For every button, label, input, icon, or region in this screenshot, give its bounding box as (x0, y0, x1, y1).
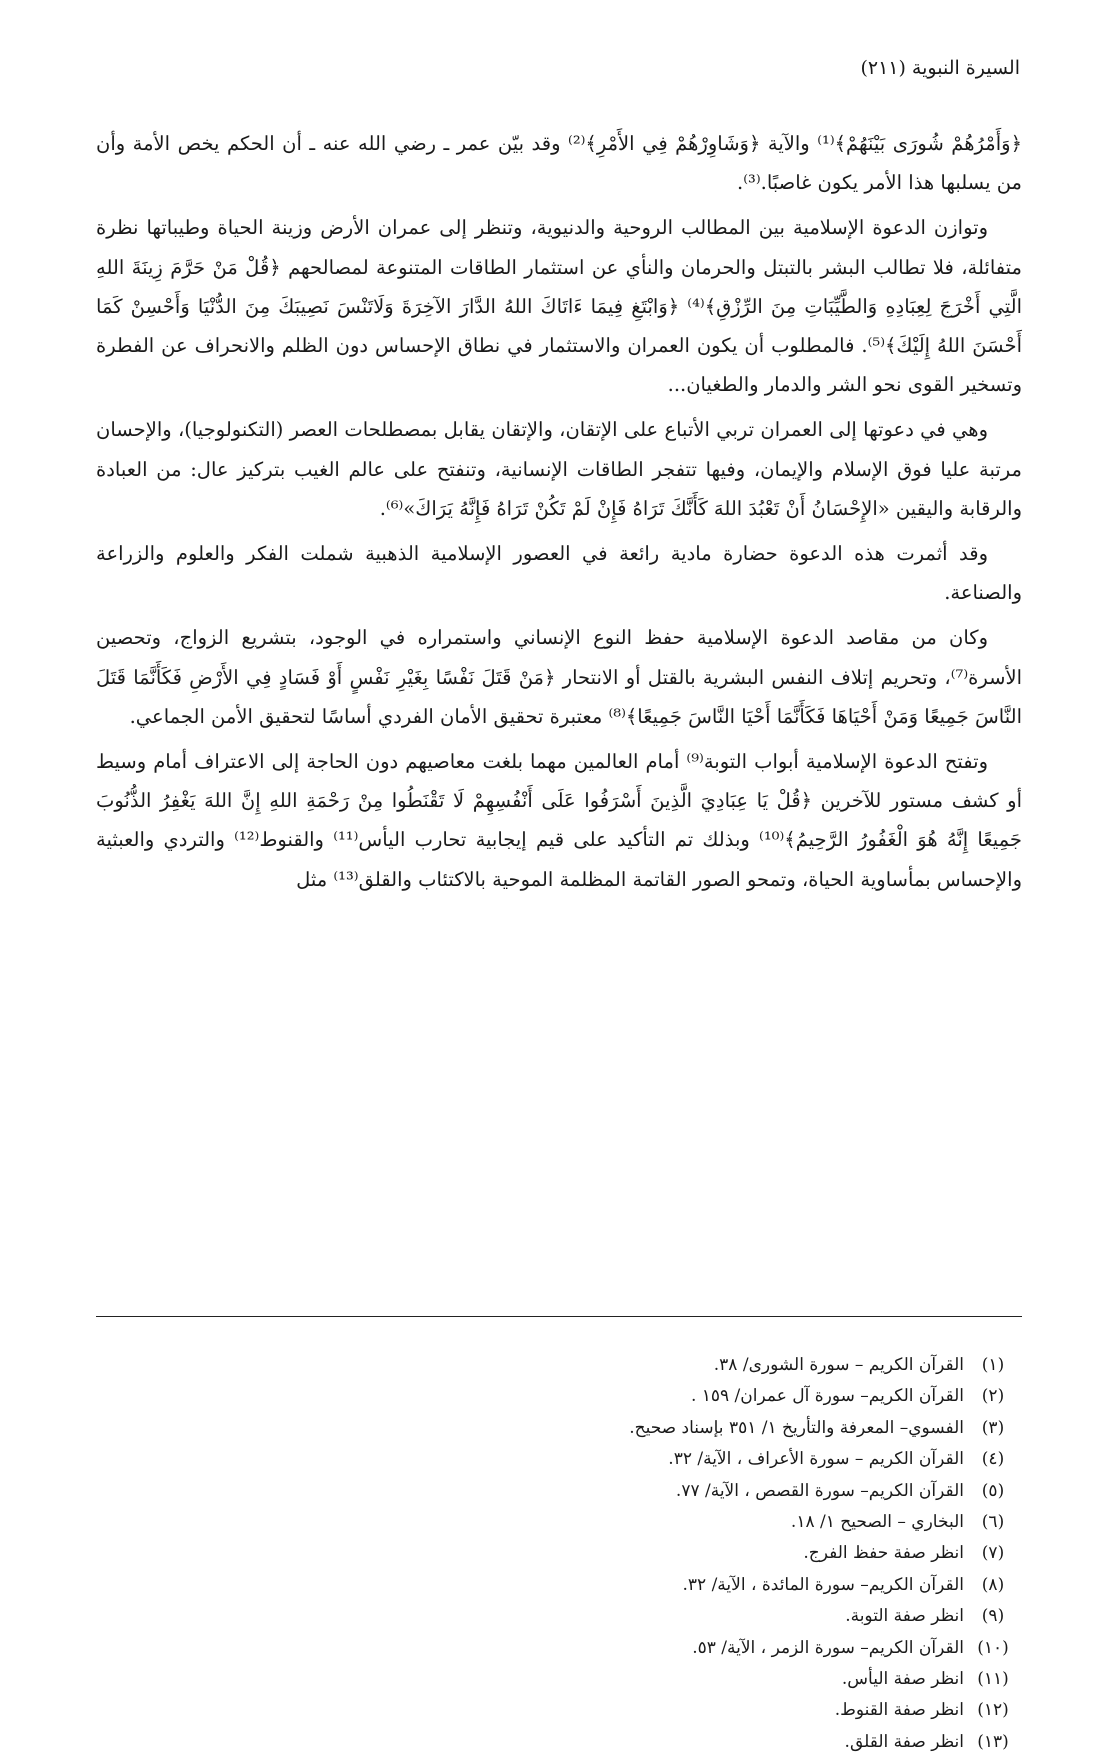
footnote-text: انظر صفة اليأس. (841, 1669, 964, 1690)
footnote-item (96, 1507, 1022, 1538)
main-text (96, 124, 1022, 899)
footnote-number: (١٢) (977, 1700, 1009, 1721)
paragraph-consultation: ﴿وَأَمْرُهُمْ شُورَى بَيْنَهُمْ﴾⁽¹⁾ والآية ﴿وَشَاوِرْهُمْ فِي الأَمْرِ﴾⁽²⁾ وقد بيّن عمر ـ رضي الله عنه ـ أن الحكم يخص الأمة وأن من يسلبها هذا الأمر يكون غاصبًا.⁽³⁾. (96, 132, 1023, 195)
paragraph-perfection: وهي في دعوتها إلى العمران تربي الأتباع على الإتقان، والإتقان يقابل بمصطلحات العصر (التكنولوجيا)، والإحسان مرتبة عليا فوق الإسلام والإيمان، وفيها تتفجر الطاقات الإنسانية، وتنفتح على عالم الغيب بتركيز عال: من العبادة والرقابة واليقين «الإِحْسَانُ أَنْ تَعْبُدَ اللهَ كَأَنَّكَ تَرَاهُ فَإِنْ لَمْ تَكُنْ تَرَاهُ فَإِنَّهُ يَرَاكَ»⁽⁶⁾. (96, 418, 1022, 520)
footnote-text: القرآن الكريم – سورة الشورى/ ٣٨. (713, 1355, 964, 1375)
running-header: السيرة النبوية (٢١١) (860, 57, 1020, 79)
footnote-item (96, 1570, 1022, 1601)
footnote-item (96, 1664, 1022, 1695)
footnote-text: القرآن الكريم– سورة القصص ، الآية/ ٧٧. (675, 1480, 964, 1501)
footnote-number: (٨) (981, 1574, 1005, 1595)
footnote-text: القرآن الكريم – سورة الأعراف ، الآية/ ٣٢. (668, 1449, 964, 1470)
footnote-item (96, 1381, 1022, 1412)
footnote-item (96, 1727, 1022, 1758)
footnote-text: القرآن الكريم– سورة المائدة ، الآية/ ٣٢. (682, 1574, 964, 1595)
footnote-number: (٧) (981, 1543, 1005, 1564)
footnote-number: (٢) (981, 1386, 1005, 1407)
footnote-item (96, 1601, 1022, 1632)
footnote-item (96, 1695, 1022, 1726)
footnote-item (96, 1413, 1022, 1444)
footnote-number: (٣) (981, 1417, 1005, 1438)
paragraph-balance: وتوازن الدعوة الإسلامية بين المطالب الروحية والدنيوية، وتنظر إلى عمران الأرض وزينة الحياة وطيباتها نظرة متفائلة، فلا تطالب البشر بالتبتل والحرمان والنأي عن استثمار الطاقات المتنوعة لمصالحهم ﴿قُلْ مَنْ حَرَّمَ زِينَةَ اللهِ الَّتِي أَخْرَجَ لِعِبَادِهِ وَالطَّيِّبَاتِ مِنَ الرِّزْقِ﴾⁽⁴⁾ ﴿وَابْتَغِ فِيمَا ءَاتَاكَ اللهُ الدَّارَ الآخِرَةَ وَلَاتَنْسَ نَصِيبَكَ مِنَ الدُّنْيَا وَأَحْسِنْ كَمَا أَحْسَنَ اللهُ إِلَيْكَ﴾⁽⁵⁾. فالمطلوب أن يكون العمران والاستثمار في نطاق الإحساس دون الظلم والانحراف عن الفطرة وتسخير القوى نحو الشر والدمار والطغيان... (96, 216, 1022, 397)
footnote-number: (١٠) (977, 1637, 1009, 1658)
footnote-number: (٤) (981, 1449, 1005, 1470)
footnote-divider (96, 1316, 1022, 1317)
footnote-number: (٦) (981, 1512, 1005, 1533)
footnote-item (96, 1538, 1022, 1569)
footnote-text: انظر صفة حفظ الفرج. (803, 1543, 964, 1564)
footnote-number: (٥) (981, 1480, 1005, 1501)
footnote-item (96, 1350, 1022, 1381)
footnote-text: انظر صفة التوبة. (845, 1606, 964, 1627)
footnotes-list (96, 1350, 1022, 1758)
footnote-number: (١) (981, 1355, 1005, 1375)
footnote-item (96, 1476, 1022, 1507)
footnote-text: البخاري – الصحيح ١/ ١٨. (790, 1512, 964, 1533)
footnote-item (96, 1633, 1022, 1664)
footnote-text: القرآن الكريم– سورة الزمر ، الآية/ ٥٣. (692, 1637, 964, 1658)
footnote-number: (١٣) (977, 1731, 1009, 1752)
footnote-item (96, 1444, 1022, 1475)
footnote-text: القرآن الكريم– سورة آل عمران/ ١٥٩ . (690, 1386, 964, 1407)
footnote-text: الفسوي– المعرفة والتأريخ ١/ ٣٥١ بإسناد صحيح. (629, 1417, 964, 1438)
paragraph-repentance: وتفتح الدعوة الإسلامية أبواب التوبة⁽⁹⁾ أمام العالمين مهما بلغت معاصيهم دون الحاجة إلى الاعتراف أمام وسيط أو كشف مستور للآخرين ﴿قُلْ يَا عِبَادِيَ الَّذِينَ أَسْرَفُوا عَلَى أَنْفُسِهِمْ لَا تَقْنَطُوا مِنْ رَحْمَةِ اللهِ إِنَّ اللهَ يَغْفِرُ الذُّنُوبَ جَمِيعًا إِنَّهُ هُوَ الْغَفُورُ الرَّحِيمُ﴾⁽¹⁰⁾ وبذلك تم التأكيد على قيم إيجابية تحارب اليأس⁽¹¹⁾ والقنوط⁽¹²⁾ والتردي والعبثية والإحساس بمأساوية الحياة، وتمحو الصور القاتمة المظلمة الموحية بالاكتئاب والقلق⁽¹³⁾ مثل (96, 750, 1022, 891)
footnote-number: (١١) (977, 1669, 1009, 1690)
paragraph-preservation: وكان من مقاصد الدعوة الإسلامية حفظ النوع الإنساني واستمراره في الوجود، بتشريع الزواج، وتحصين الأسرة⁽⁷⁾، وتحريم إتلاف النفس البشرية بالقتل أو الانتحار ﴿مَنْ قَتَلَ نَفْسًا بِغَيْرِ نَفْسٍ أَوْ فَسَادٍ فِي الأَرْضِ فَكَأَنَّمَا قَتَلَ النَّاسَ جَمِيعًا وَمَنْ أَحْيَاهَا فَكَأَنَّمَا أَحْيَا النَّاسَ جَمِيعًا﴾⁽⁸⁾ معتبرة تحقيق الأمان الفردي أساسًا لتحقيق الأمن الجماعي. (96, 626, 1022, 728)
footnote-text: انظر صفة القنوط. (834, 1700, 964, 1721)
footnote-text: انظر صفة القلق. (844, 1731, 964, 1752)
paragraph-civilization: وقد أثمرت هذه الدعوة حضارة مادية رائعة في العصور الإسلامية الذهبية شملت الفكر والعلوم والزراعة والصناعة. (96, 542, 1022, 605)
footnote-number: (٩) (981, 1606, 1005, 1627)
